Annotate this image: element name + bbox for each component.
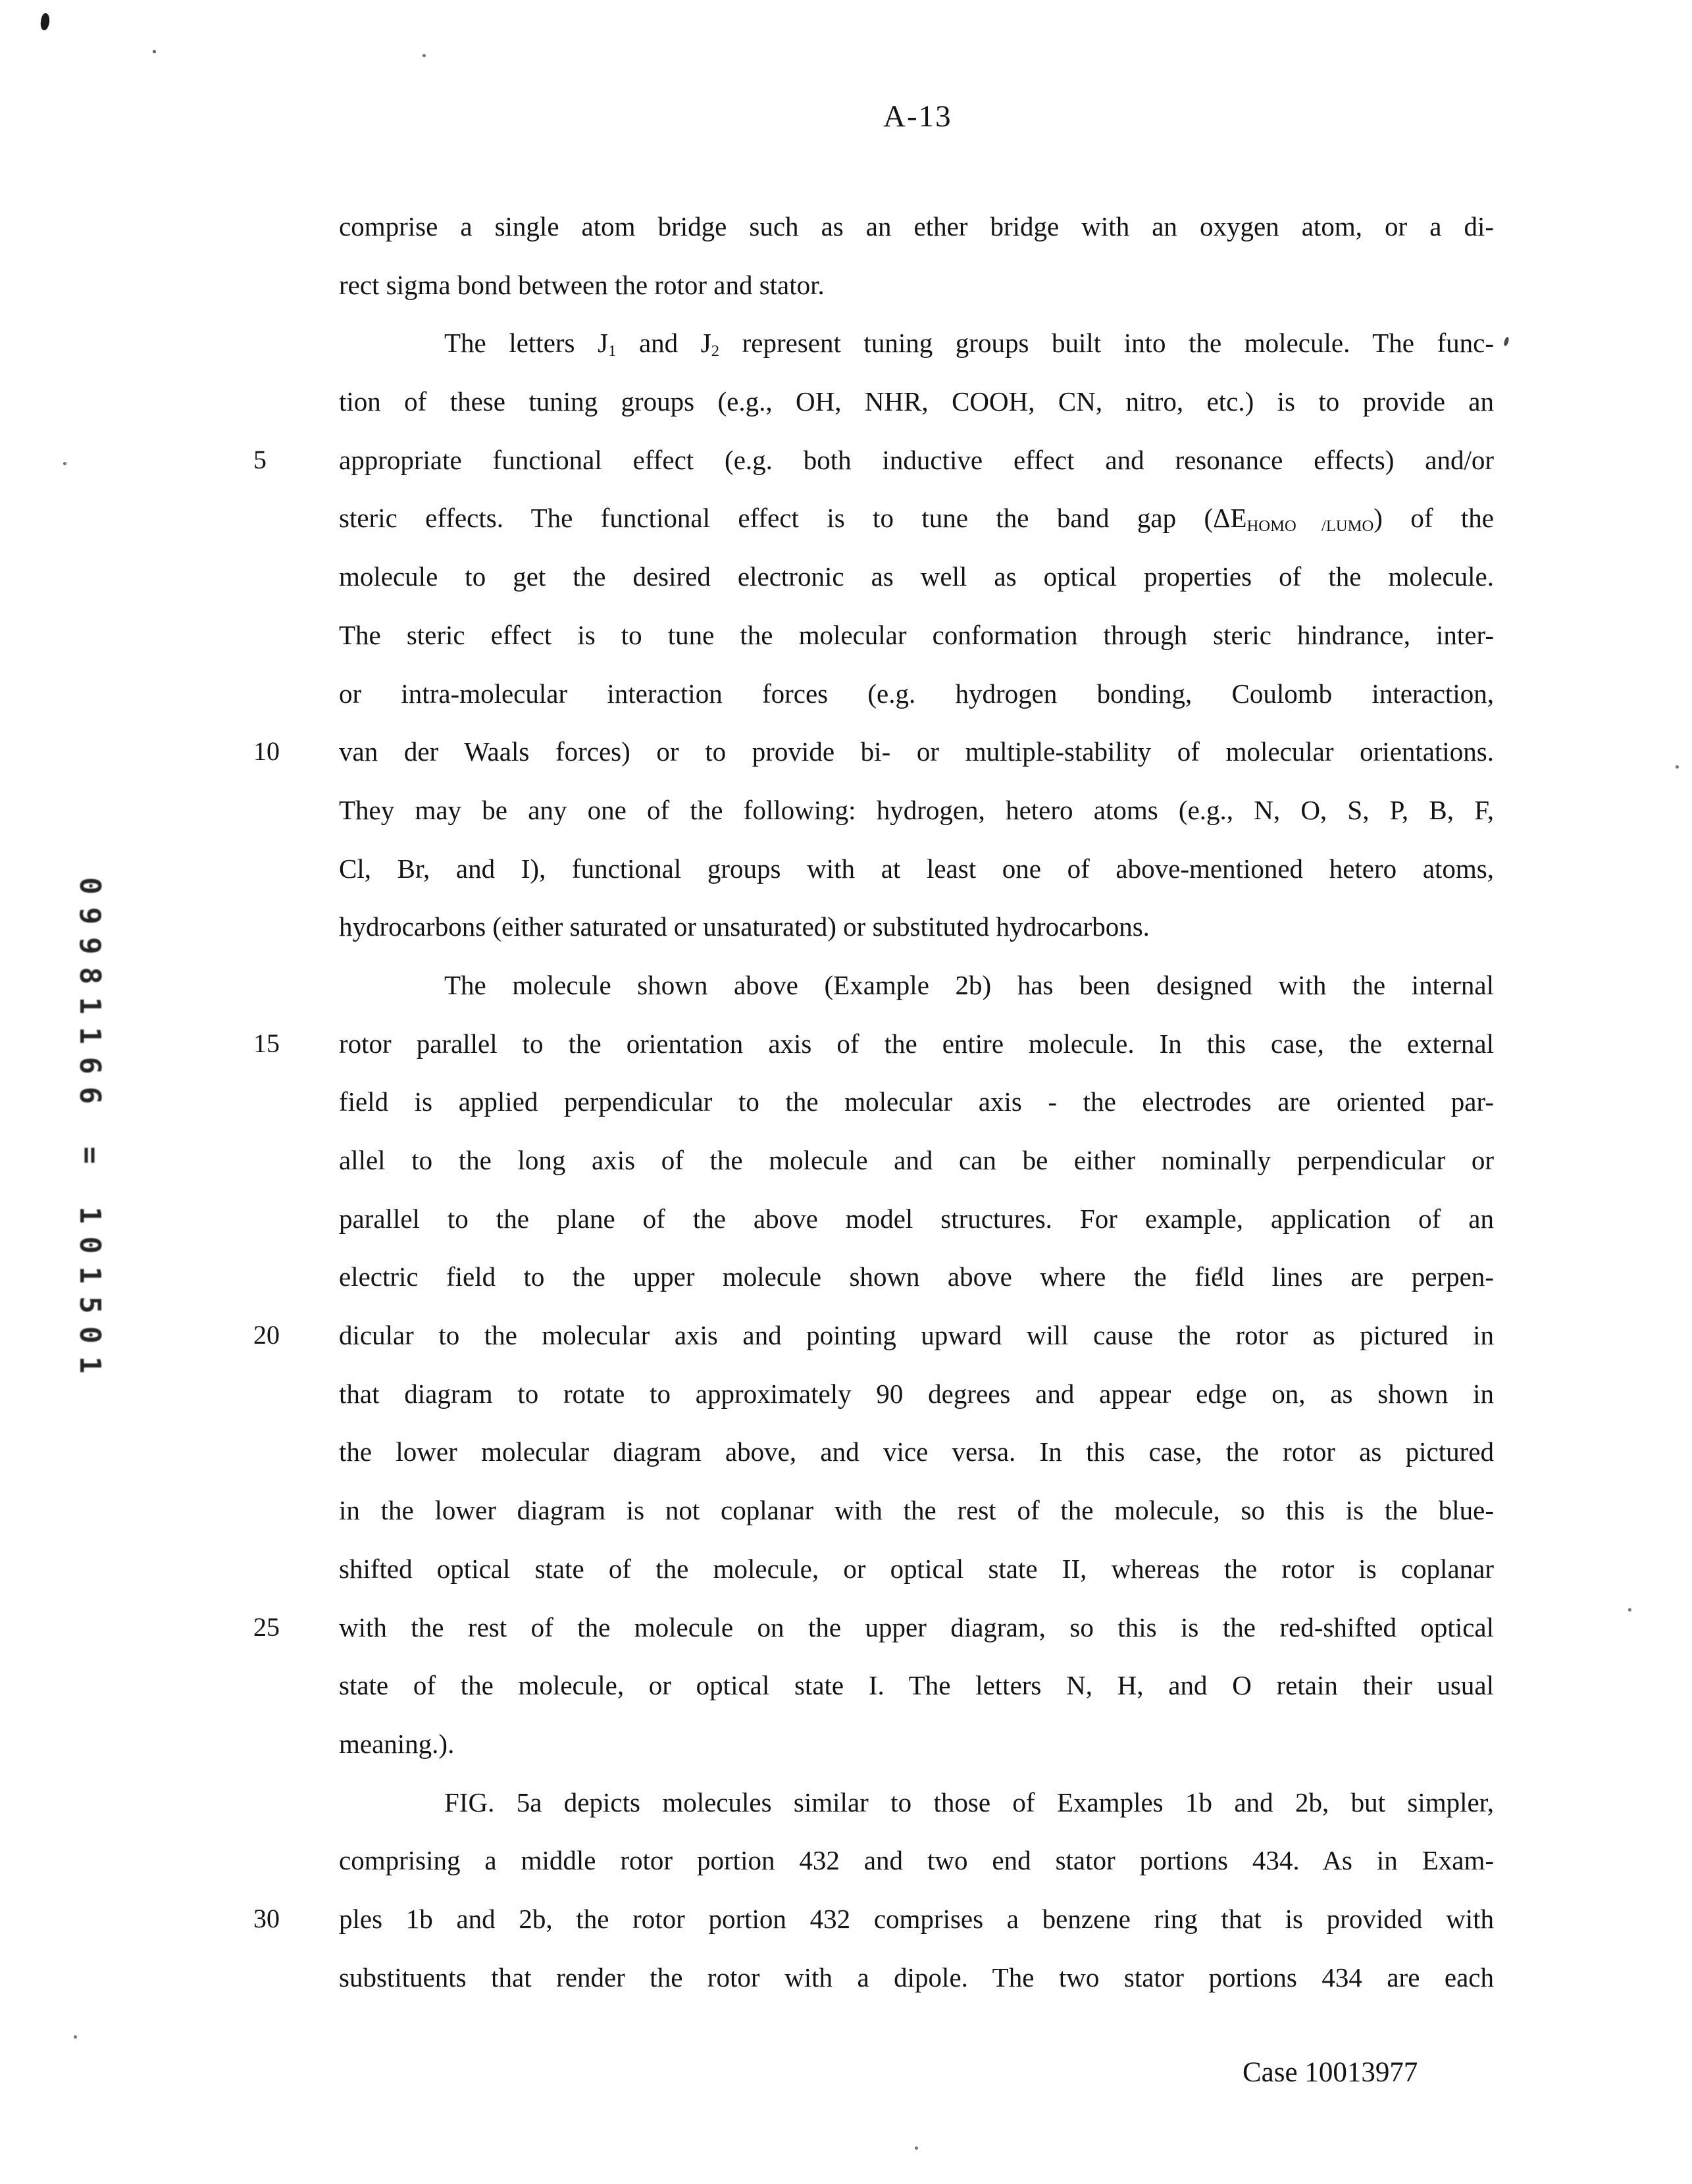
scan-artifact (1503, 336, 1510, 346)
text-line: comprise a single atom bridge such as an ether bridge with an oxygen atom, or a di- (339, 211, 1494, 241)
text-line: The molecule shown above (Example 2b) has been designed with the internal (444, 969, 1494, 1000)
text-line: The steric effect is to tune the molecular conformation through steric hindrance, inter- (339, 619, 1494, 650)
text-line: state of the molecule, or optical state I. The letters N, H, and O retain their usual (339, 1670, 1494, 1701)
line-number: 20 (253, 1320, 280, 1350)
line-number: 5 (253, 444, 267, 474)
text-line: meaning.). (339, 1728, 455, 1759)
text-line: FIG. 5a depicts molecules similar to those of Examples 1b and 2b, but simpler, (444, 1787, 1494, 1817)
text-line: steric effects. The functional effect is to tune the band gap $(\Delta E_{HOMO /LUMO})$ of the (339, 503, 1494, 536)
text-line: appropriate functional effect (e.g. both inductive effect and resonance effects) and/or (339, 444, 1494, 475)
text-line: They may be any one of the following: hydrogen, hetero atoms (e.g., N, O, S, P, B, F, (339, 794, 1494, 825)
scan-artifact (63, 462, 66, 465)
text-line: rotor parallel to the orientation axis of the entire molecule. In this case, the external (339, 1028, 1494, 1059)
scanner-stamp: 09981166 = 101501 (73, 877, 107, 1386)
page-number-header: A-13 (883, 99, 952, 134)
text-line: parallel to the plane of the above model structures. For example, application of an (339, 1203, 1494, 1234)
scan-artifact (1628, 1608, 1631, 1612)
line-number: 15 (253, 1028, 280, 1058)
text-line: Cl, Br, and I), functional groups with at least one of above-mentioned hetero atoms, (339, 853, 1494, 884)
text-line: shifted optical state of the molecule, or optical state II, whereas the rotor is coplanar (339, 1553, 1494, 1584)
text-line: ples 1b and 2b, the rotor portion 432 comprises a benzene ring that is provided with (339, 1903, 1494, 1934)
line-number: 10 (253, 736, 280, 767)
text-line: comprising a middle rotor portion 432 and two end stator portions 434. As in Exam- (339, 1845, 1494, 1876)
text-line: molecule to get the desired electronic as well as optical properties of the molecule. (339, 561, 1494, 592)
line-number: 25 (253, 1612, 280, 1642)
text-line: allel to the long axis of the molecule and can be either nominally perpendicular or (339, 1145, 1494, 1175)
scan-artifact (74, 2035, 77, 2039)
scan-artifact (423, 54, 426, 57)
text-line: that diagram to rotate to approximately 90 degrees and appear edge on, as shown in (339, 1378, 1494, 1409)
scan-artifact (39, 13, 50, 31)
text-line: hydrocarbons (either saturated or unsaturated) or substituted hydrocarbons. (339, 911, 1150, 942)
line-number: 30 (253, 1904, 280, 1934)
scan-artifact (1676, 765, 1679, 769)
text-line: rect sigma bond between the rotor and stator. (339, 269, 825, 300)
scan-artifact (915, 2146, 918, 2150)
text-line: electric field to the upper molecule shown above where the field lines are perpen- (339, 1261, 1494, 1292)
text-line: or intra-molecular interaction forces (e.g. hydrogen bonding, Coulomb interaction, (339, 678, 1494, 709)
text-line: dicular to the molecular axis and pointing upward will cause the rotor as pictured in (339, 1320, 1494, 1351)
body-text (339, 197, 1494, 2006)
case-number-footer: Case 10013977 (1243, 2057, 1418, 2088)
text-line: substituents that render the rotor with a dipole. The two stator portions 434 are each (339, 1962, 1494, 1993)
text-line: field is applied perpendicular to the molecular axis - the electrodes are oriented par- (339, 1086, 1494, 1117)
text-line: in the lower diagram is not coplanar with the rest of the molecule, so this is the blue- (339, 1495, 1494, 1526)
scan-artifact (153, 50, 156, 53)
text-line: the lower molecular diagram above, and vice versa. In this case, the rotor as pictured (339, 1436, 1494, 1467)
text-line: The letters $J_1$ and $J_2$ represent tuning groups built into the molecule. The func- (444, 328, 1494, 361)
text-line: with the rest of the molecule on the upper diagram, so this is the red-shifted optical (339, 1612, 1494, 1642)
text-line: van der Waals forces) or to provide bi- or multiple-stability of molecular orientations. (339, 736, 1494, 767)
text-line: tion of these tuning groups (e.g., OH, NHR, COOH, CN, nitro, etc.) is to provide an (339, 386, 1494, 417)
